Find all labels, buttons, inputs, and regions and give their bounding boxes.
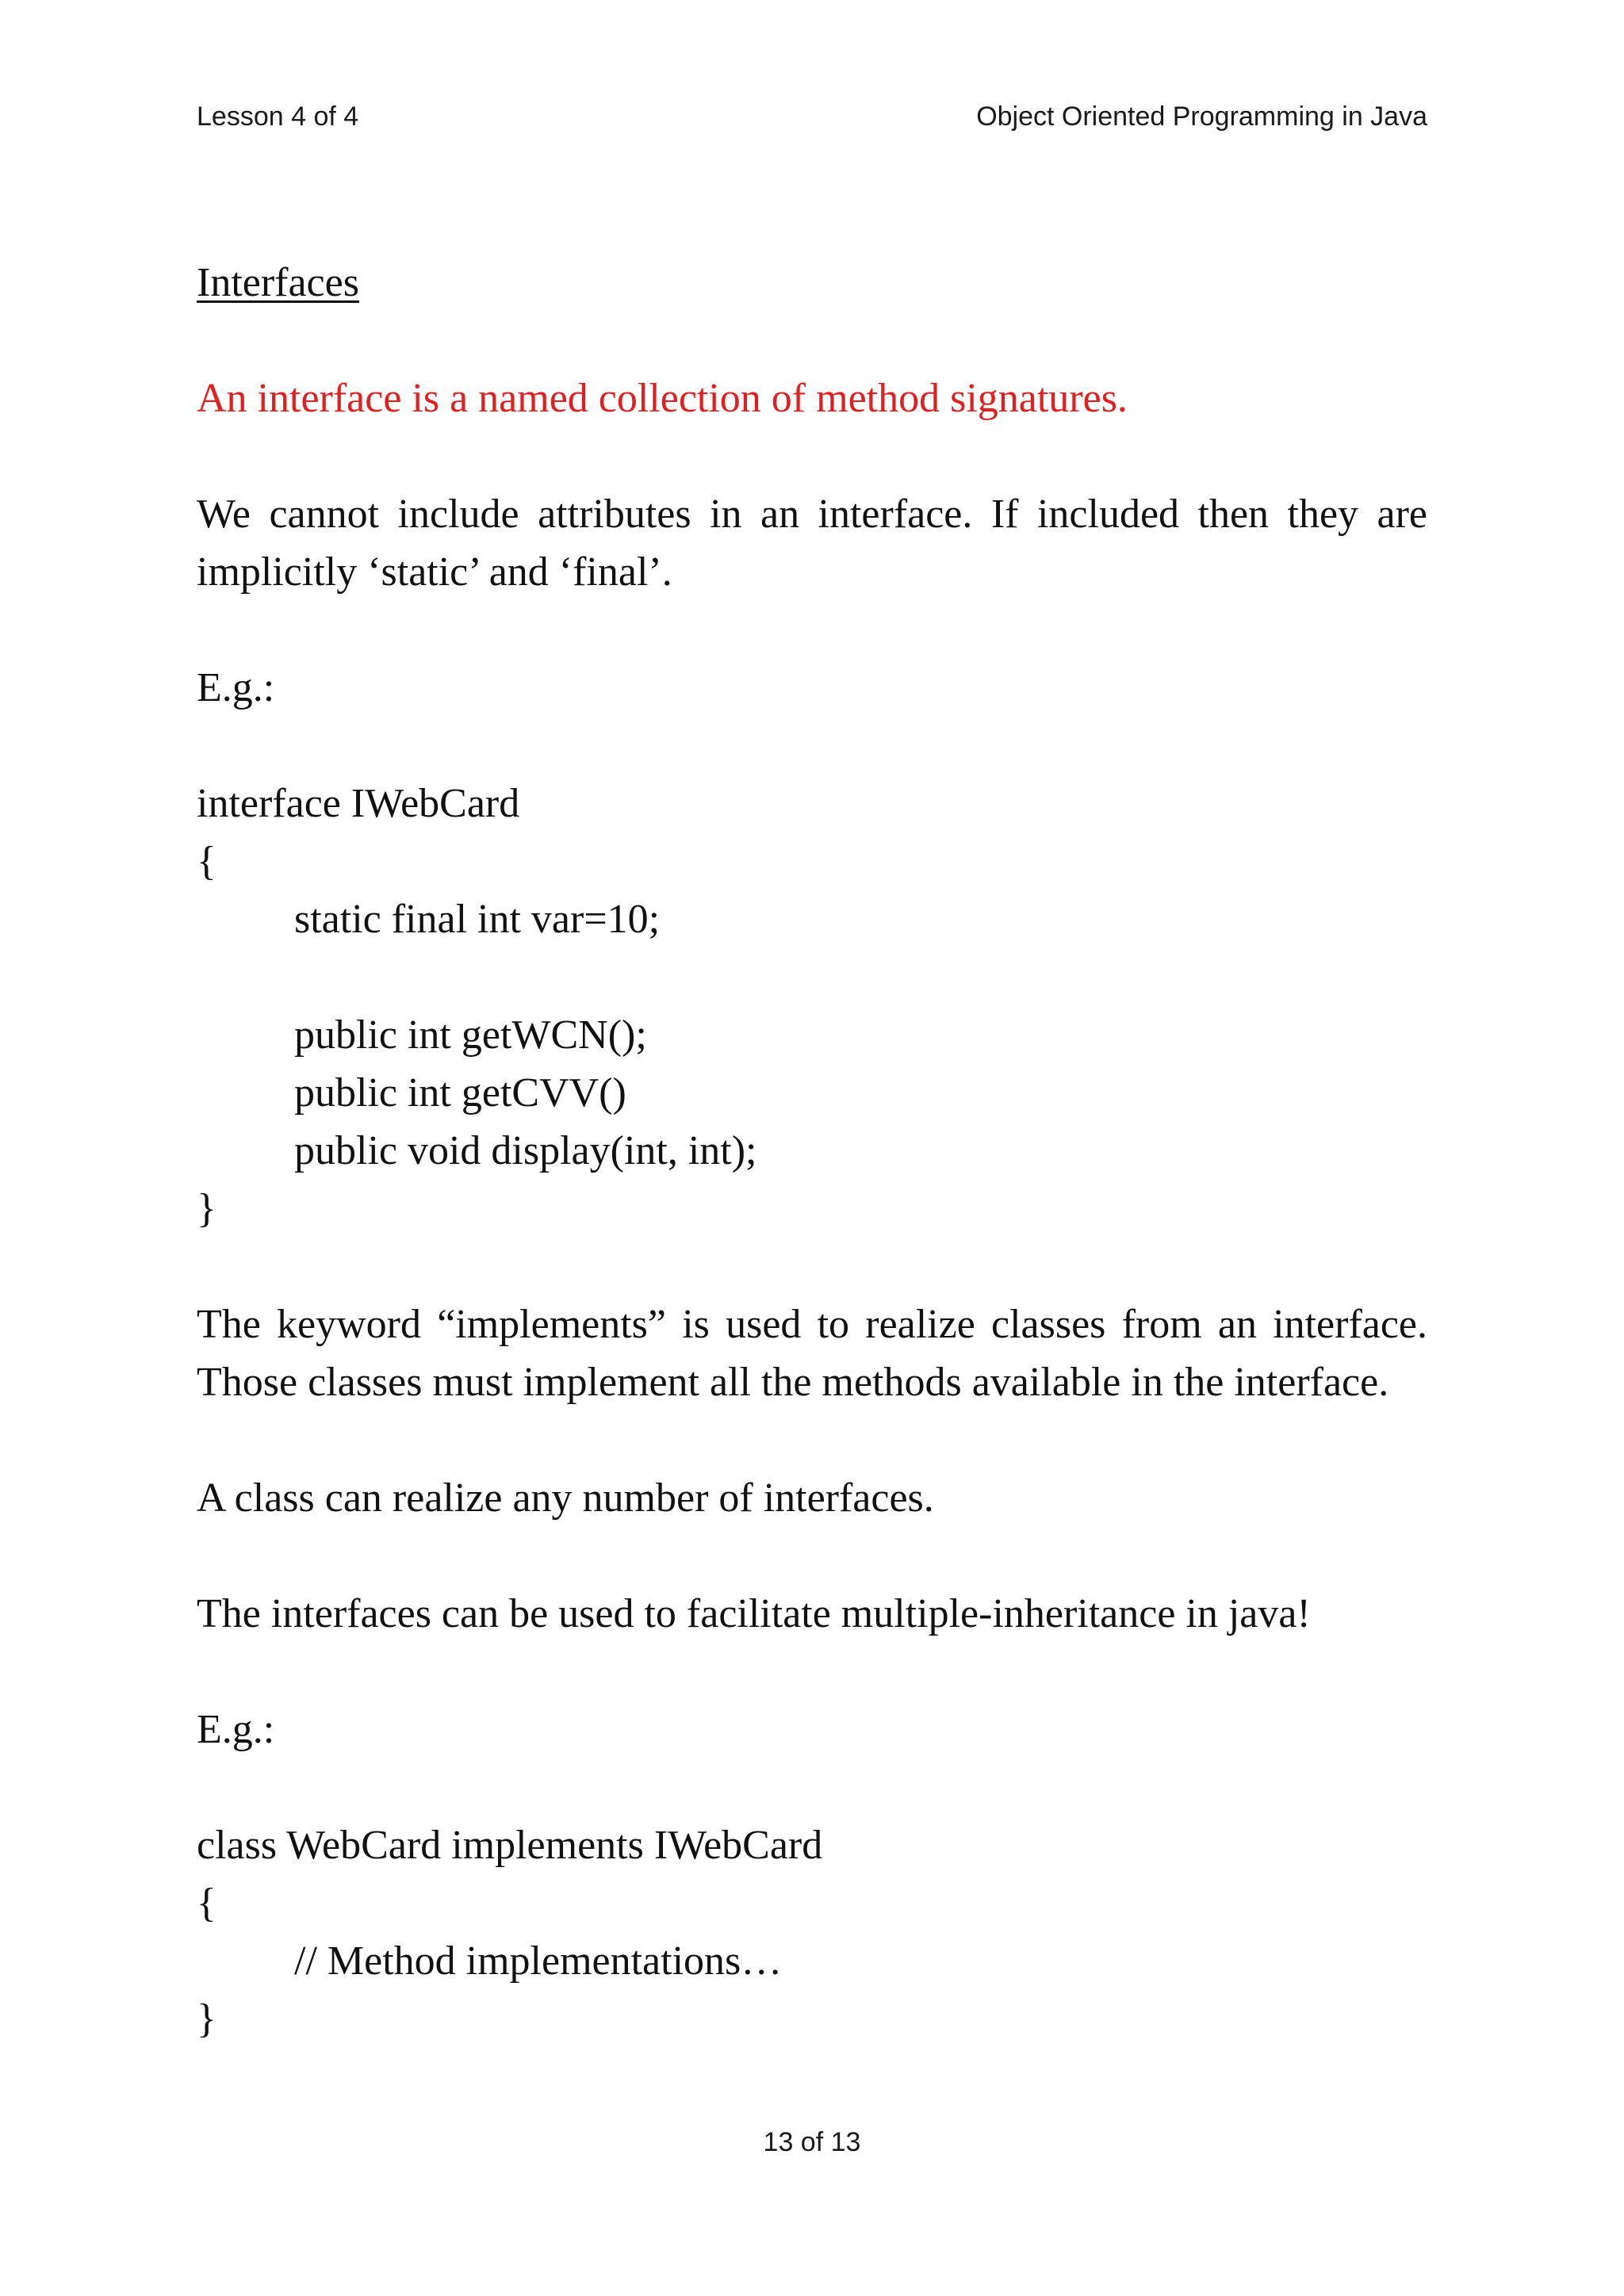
spacer xyxy=(197,601,1427,659)
attributes-paragraph: We cannot include attributes in an interface. If included then they are implicitly ‘static’ and ‘final’. xyxy=(197,492,1427,595)
interface-code-block xyxy=(197,775,1427,1238)
any-number-paragraph: A class can realize any number of interfaces. xyxy=(197,1475,934,1521)
definition-text: An interface is a named collection of method signatures. xyxy=(197,376,1128,421)
example-label: E.g.: xyxy=(197,1707,275,1752)
spacer xyxy=(197,1411,1427,1469)
section-heading: Interfaces xyxy=(197,260,359,305)
code-line: static final int var=10; xyxy=(294,897,661,942)
page-content xyxy=(197,254,1427,2048)
spacer xyxy=(197,1527,1427,1585)
spacer xyxy=(197,1758,1427,1816)
example-label: E.g.: xyxy=(197,665,275,710)
header-course-title: Object Oriented Programming in Java xyxy=(976,101,1427,132)
code-close-brace: } xyxy=(197,1186,216,1231)
class-code-block xyxy=(197,1816,1427,2048)
code-line: interface IWebCard xyxy=(197,781,520,826)
spacer xyxy=(197,717,1427,775)
code-open-brace: { xyxy=(197,839,216,884)
multiple-inheritance-paragraph: The interfaces can be used to facilitate multiple-inheritance in java! xyxy=(197,1591,1311,1636)
page-number: 13 of 13 xyxy=(763,2127,861,2157)
code-line: public int getWCN(); xyxy=(294,1012,647,1058)
code-close-brace: } xyxy=(197,1996,216,2042)
spacer xyxy=(197,312,1427,369)
code-line: class WebCard implements IWebCard xyxy=(197,1823,823,1868)
header-lesson-number: Lesson 4 of 4 xyxy=(197,101,359,132)
spacer xyxy=(197,948,1427,1006)
code-open-brace: { xyxy=(197,1881,216,1926)
code-line: public void display(int, int); xyxy=(294,1128,757,1173)
spacer xyxy=(197,1643,1427,1701)
code-line: public int getCVV() xyxy=(294,1070,626,1115)
spacer xyxy=(197,427,1427,485)
implements-paragraph: The keyword “implements” is used to realize classes from an interface. Those classes must implement all the methods available in the interface. xyxy=(197,1302,1427,1405)
spacer xyxy=(197,1238,1427,1295)
code-comment: // Method implementations… xyxy=(294,1938,783,1984)
